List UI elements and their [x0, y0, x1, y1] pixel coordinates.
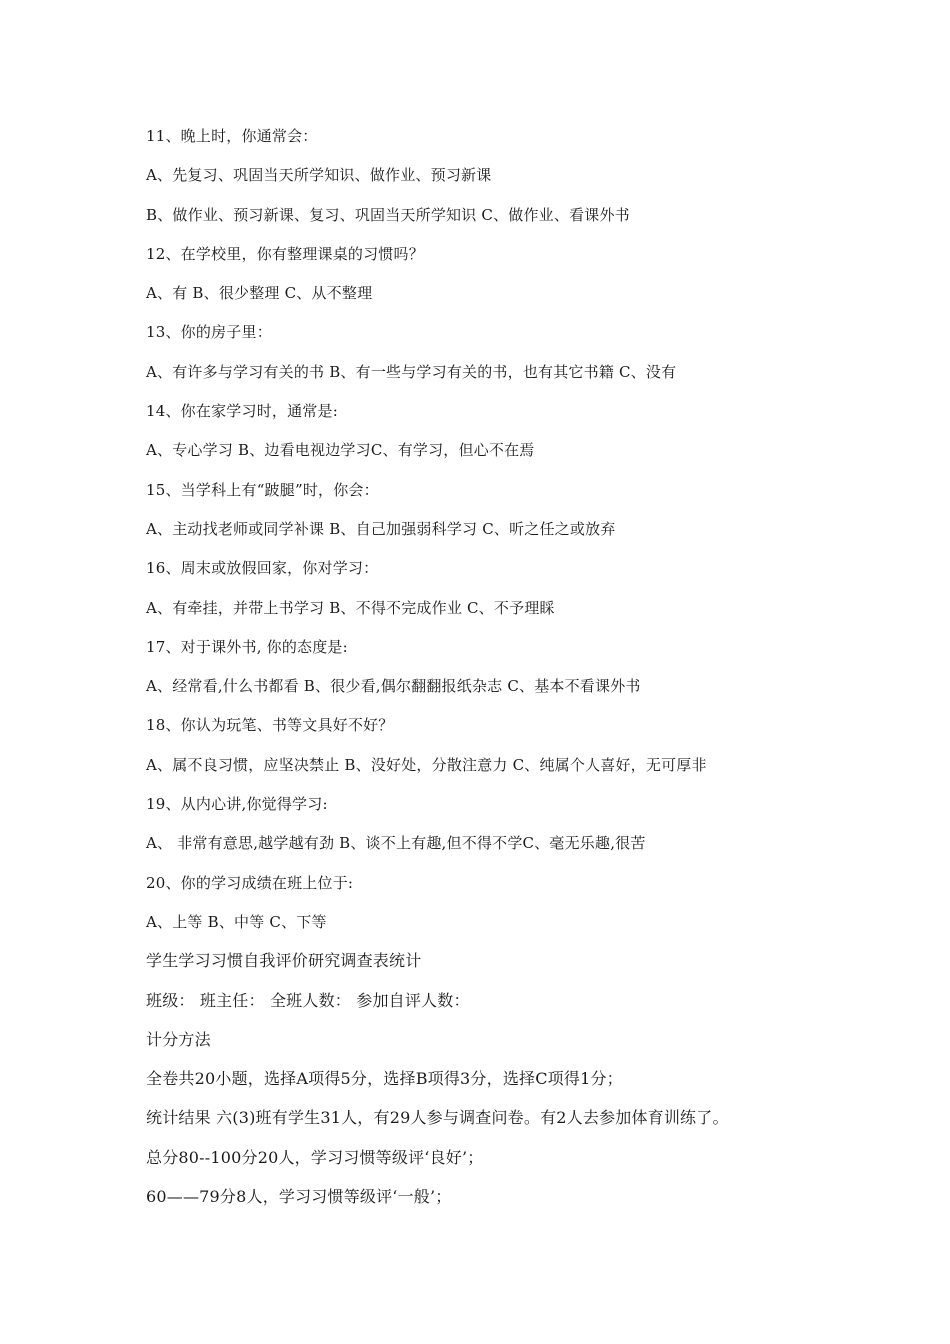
scoring-method-heading: 计分方法: [146, 1029, 211, 1049]
score-band-average: 60——79分8人，学习习惯等级评‘一般’；: [146, 1187, 452, 1207]
question-11-option-a: A、先复习、巩固当天所学知识、做作业、预习新课: [146, 166, 492, 185]
question-13-options: A、有许多与学习有关的书 B、有一些与学习有关的书，也有其它书籍 C、没有: [146, 362, 677, 381]
question-17-options: A、经常看,什么书都看 B、很少看,偶尔翻翻报纸杂志 C、基本不看课外书: [146, 677, 641, 696]
question-19-options: A、 非常有意思,越学越有劲 B、谈不上有趣,但不得不学C、毫无乐趣,很苦: [146, 834, 646, 853]
question-12: 12、在学校里，你有整理课桌的习惯吗？: [146, 244, 424, 263]
scoring-method-text: 全卷共20小题，选择A项得5分，选择B项得3分，选择C项得1分；: [146, 1069, 623, 1089]
question-11: 11、晚上时，你通常会：: [146, 127, 318, 145]
question-16: 16、周末或放假回家，你对学习：: [146, 559, 379, 578]
score-band-good: 总分80--100分20人，学习习惯等级评‘良好’；: [146, 1147, 484, 1167]
question-18: 18、你认为玩笔、书等文具好不好？: [146, 716, 394, 735]
question-20: 20、你的学习成绩在班上位于:: [146, 873, 354, 892]
question-11-options-bc: B、做作业、预习新课、复习、巩固当天所学知识 C、做作业、看课外书: [146, 205, 630, 224]
question-15: 15、当学科上有“跛腿”时，你会：: [146, 480, 379, 499]
question-20-options: A、上等 B、中等 C、下等: [146, 912, 327, 931]
question-18-options: A、属不良习惯，应坚决禁止 B、没好处，分散注意力 C、纯属个人喜好，无可厚非: [146, 755, 707, 774]
question-15-options: A、主动找老师或同学补课 B、自己加强弱科学习 C、听之任之或放弃: [146, 519, 616, 538]
statistics-title: 学生学习习惯自我评价研究调查表统计: [146, 951, 422, 971]
question-12-options: A、有 B、很少整理 C、从不整理: [146, 284, 373, 303]
question-14-options: A、专心学习 B、边看电视边学习C、有学习，但心不在焉: [146, 441, 535, 460]
question-14: 14、你在家学习时，通常是:: [146, 402, 338, 421]
question-17: 17、对于课外书, 你的态度是:: [146, 637, 348, 656]
statistics-result: 统计结果 六(3)班有学生31人，有29人参与调查问卷。有2人去参加体育训练了。: [146, 1108, 729, 1128]
class-info-line: 班级： 班主任： 全班人数： 参加自评人数：: [146, 990, 470, 1010]
question-19: 19、从内心讲,你觉得学习:: [146, 795, 328, 814]
question-13: 13、你的房子里：: [146, 323, 272, 342]
question-16-options: A、有牵挂，并带上书学习 B、不得不完成作业 C、不予理睬: [146, 598, 555, 617]
document-body: [146, 126, 846, 1226]
